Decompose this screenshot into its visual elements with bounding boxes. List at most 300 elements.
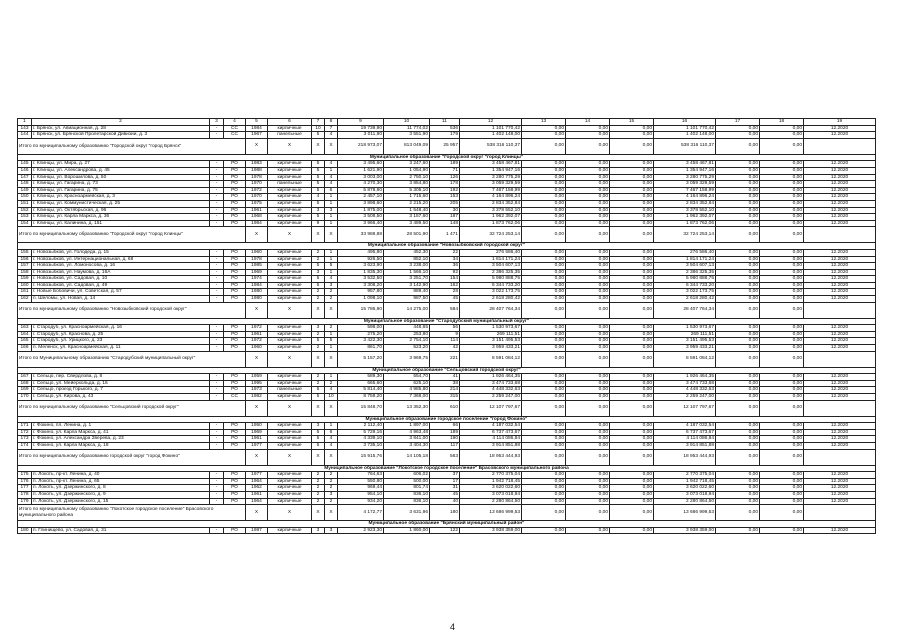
table-cell: 1984 [246,220,268,227]
table-row [18,345,876,352]
table-cell: 0,00 [716,429,760,436]
table-cell: 3 073 018,94 [460,491,522,498]
table-cell: 1980 [246,289,268,296]
table-cell: 0,00 [522,125,566,132]
table-cell: 167 [18,374,32,381]
table-row [18,276,876,283]
table-cell: 22 [430,249,460,256]
table-cell: 0,00 [716,351,760,367]
table-cell: 0,00 [610,167,654,174]
table-cell: 1 [325,423,338,430]
table-cell: - [210,380,224,387]
table-cell: 0,00 [522,436,566,443]
table-cell: 12.2020 [804,174,876,181]
table-cell: 4 339,10 [338,436,384,443]
table-cell: 37 [430,472,460,479]
table-cell: 0,00 [760,282,804,289]
table-cell: г. Клинцы, ул. Коммунистическая, д. 25 [32,200,210,207]
table-cell: 1 [325,269,338,276]
table-cell: 2 [312,296,325,303]
table-cell: 5 814,40 [338,387,384,394]
table-cell: 9 [430,331,460,338]
table-cell: панельные [268,132,312,139]
table-cell: 5 [312,282,325,289]
table-cell: X [268,449,312,465]
table-row [18,187,876,194]
table-cell: - [210,394,224,401]
table-cell: РО [224,498,246,505]
table-cell: 1972 [246,338,268,345]
table-cell: 38 [430,380,460,387]
table-cell: X [312,227,325,243]
table-cell: 172 [18,429,32,436]
table-cell: 0,00 [610,491,654,498]
table-cell: кирпичные [268,167,312,174]
table-cell: - [210,491,224,498]
table-cell: 153 [430,194,460,201]
table-cell: 0,00 [760,276,804,283]
table-cell: кирпичные [268,491,312,498]
total-row [18,449,876,465]
table-cell: 1 926 464,35 [460,374,522,381]
table-cell: - [210,429,224,436]
table-cell: 0,00 [566,125,610,132]
table-cell: 3 280 775,29 [654,174,716,181]
table-cell: 1973 [246,387,268,394]
table-cell: 126 [430,174,460,181]
table-cell: 9 [312,220,325,227]
table-cell: 2 [312,256,325,263]
table-cell: 0,00 [760,167,804,174]
table-cell: 3 959 433,21 [654,345,716,352]
table-cell: 12.2020 [804,269,876,276]
table-cell: 954,10 [338,491,384,498]
table-cell: 0,00 [760,472,804,479]
table-cell: 0,00 [522,394,566,401]
table-cell: - [210,207,224,214]
table-cell: 0,00 [566,256,610,263]
table-cell: 0,00 [716,527,760,534]
table-cell: - [210,276,224,283]
table-cell: 269 111,51 [460,331,522,338]
table-cell: 1982 [246,394,268,401]
table-cell: 66 [430,423,460,430]
table-cell: 153 [18,214,32,221]
table-cell: 3 059 329,59 [654,181,716,188]
table-cell: 0,00 [716,505,760,521]
table-cell: 4 963,48 [384,429,430,436]
table-cell: 144 [18,132,32,139]
table-row [18,296,876,303]
table-cell: 14 105,18 [384,449,430,465]
table-cell: 0,00 [566,527,610,534]
table-cell: 6 344 733,20 [654,282,716,289]
column-number: 16 [654,119,716,126]
table-cell: 0,00 [522,187,566,194]
table-cell: 178 [18,491,32,498]
column-number: 2 [32,119,210,126]
table-cell: 0,00 [566,214,610,221]
table-cell: 3 841,00 [384,436,430,443]
table-cell: 0,00 [760,256,804,263]
table-cell: 5 [312,132,325,139]
table-cell: 0,00 [610,296,654,303]
table-cell: 3 059 329,59 [460,181,522,188]
table-cell: 189 [430,429,460,436]
table-cell: - [210,194,224,201]
table-cell: 1977 [246,442,268,449]
table-cell: 0,00 [610,214,654,221]
table-cell: 2 386 325,35 [460,269,522,276]
table-cell: кирпичные [268,436,312,443]
section-title: Муниципальное образование "Городской округ "город Клинцы" [18,154,876,161]
table-cell: г. Клинцы, ул. Гагарина, д. 73 [32,181,210,188]
table-cell: 0,00 [566,374,610,381]
table-cell: - [210,220,224,227]
table-cell: 1962 [246,485,268,492]
table-cell: 3 247,60 [384,161,430,168]
table-cell: 1 [325,194,338,201]
table-cell: 12.2020 [804,220,876,227]
table-cell: 253,80 [384,331,430,338]
table-cell: 0,00 [522,302,566,318]
table-cell: 1970 [246,194,268,201]
table-cell: 4 448 332,63 [460,387,522,394]
table-cell: 8 591 084,12 [460,351,522,367]
table-cell [804,227,876,243]
table-cell: 0,00 [522,263,566,270]
table-cell: 3 [325,527,338,534]
table-cell: 3 508,50 [338,214,384,221]
table-cell: 192 [430,187,460,194]
table-cell: 15 786,90 [338,302,384,318]
table-cell: 1 [325,167,338,174]
column-number: 3 [210,119,224,126]
table-cell: 0,00 [760,220,804,227]
table-cell: 0,00 [566,296,610,303]
table-cell: 15 848,70 [338,400,384,416]
table-cell: 0,00 [610,505,654,521]
table-cell: 0,00 [760,132,804,139]
table-cell: РО [224,282,246,289]
table-cell: 3 151 495,53 [654,338,716,345]
table-cell: 2 [312,331,325,338]
table-cell: 0,00 [760,387,804,394]
table-cell: 11 774,02 [384,125,430,132]
table-cell: 12.2020 [804,436,876,443]
table-cell: 4 270,30 [338,181,384,188]
table-cell: 2 618 280,42 [460,296,522,303]
table-row [18,174,876,181]
table-cell: 5 [312,167,325,174]
table-cell: 4 [325,161,338,168]
table-cell: 152 [18,207,32,214]
table-cell: X [246,449,268,465]
table-cell: 0,00 [566,269,610,276]
table-cell: 0,00 [760,498,804,505]
table-cell: г. Стародуб, ул. Красноармейская, д. 16 [32,325,210,332]
table-cell: 2 [312,472,325,479]
table-cell: X [268,400,312,416]
table-cell: 1 471 [430,227,460,243]
table-cell: 148 [18,181,32,188]
column-number: 5 [246,119,268,126]
table-cell: 3 280 775,29 [460,174,522,181]
table-cell: 218 973,07 [338,138,384,154]
table-cell: 606,02 [384,472,430,479]
table-cell: 161 [18,289,32,296]
table-cell: 2 [325,380,338,387]
table-cell: 2 [312,289,325,296]
table-cell: 0,00 [522,227,566,243]
table-cell: 12.2020 [804,276,876,283]
table-cell: кирпичные [268,207,312,214]
table-cell: 550,80 [338,478,384,485]
table-cell: 1961 [246,491,268,498]
table-cell: 0,00 [760,269,804,276]
table-cell: 1 897,00 [384,423,430,430]
table-cell: 179 [18,498,32,505]
table-cell: 0,00 [566,132,610,139]
table-cell: РО [224,338,246,345]
table-cell: 0,00 [610,227,654,243]
table-row [18,207,876,214]
table-cell: кирпичные [268,249,312,256]
table-cell: 0,00 [610,269,654,276]
table-cell: 5 729,16 [338,429,384,436]
total-row [18,302,876,318]
table-cell: 214 [430,387,460,394]
table-cell: - [210,345,224,352]
total-label: Итого по муниципальному образованию "Городской округ "город Брянск" [18,138,246,154]
table-cell: X [312,505,325,521]
table-cell: 0,00 [610,478,654,485]
table-cell: 3 532,50 [338,276,384,283]
table-cell: РО [224,345,246,352]
table-cell: кирпичные [268,485,312,492]
table-cell: 0,00 [760,485,804,492]
table-cell: 0,00 [610,394,654,401]
table-cell: 0,00 [610,442,654,449]
table-cell: 3 623,90 [338,263,384,270]
table-cell: 0,00 [716,289,760,296]
table-cell: 166 [18,345,32,352]
table-cell: 0,00 [522,325,566,332]
table-cell: 5 [312,181,325,188]
table-cell: 1 873 762,06 [654,220,716,227]
table-cell: 625,10 [384,380,430,387]
table-cell: 2 [325,325,338,332]
table-cell: 0,00 [610,302,654,318]
table-cell: X [312,449,325,465]
table-cell: 0,00 [610,380,654,387]
table-cell: 4 114 086,84 [654,436,716,443]
table-cell: 114 [430,338,460,345]
table-cell: X [246,400,268,416]
table-cell: - [210,214,224,221]
table-cell: 1 530 973,67 [654,325,716,332]
table-cell: СС [224,125,246,132]
table-cell: 0,00 [760,394,804,401]
section-row [18,465,876,472]
table-cell: СС [224,394,246,401]
table-cell: 0,00 [566,263,610,270]
table-cell: РО [224,289,246,296]
table-row [18,161,876,168]
column-number: 13 [522,119,566,126]
table-cell: 1970 [246,181,268,188]
table-row [18,394,876,401]
table-cell: 157 [18,263,32,270]
table-cell: 174 [18,442,32,449]
table-cell: 28 407 764,34 [460,302,522,318]
table-cell: - [210,436,224,443]
table-cell: 0,00 [566,289,610,296]
table-cell: 3 620 022,60 [654,485,716,492]
table-cell: 0,00 [566,442,610,449]
section-title: Муниципальное образование "Брянский муниципальный район" [18,521,876,528]
table-cell: кирпичные [268,345,312,352]
column-number: 17 [716,119,760,126]
table-cell: 764,63 [338,472,384,479]
table-cell: 0,00 [566,505,610,521]
table-cell: 0,00 [566,351,610,367]
table-cell: 813 049,09 [384,138,430,154]
table-cell: г. Брянск, ул. Авиационная, д. 28 [32,125,210,132]
table-cell: 0,00 [522,505,566,521]
table-cell: РО [224,478,246,485]
table-cell: 0,00 [760,207,804,214]
table-cell: 151 [18,200,32,207]
table-cell: 0,00 [760,374,804,381]
table-cell: 5 [312,200,325,207]
table-cell: 0,00 [566,194,610,201]
table-cell: 969,44 [338,485,384,492]
table-cell: 1 [325,374,338,381]
table-cell: 0,00 [566,181,610,188]
table-cell: 0,00 [522,351,566,367]
table-cell: 1964 [246,498,268,505]
table-cell: 7 [325,125,338,132]
section-row [18,367,876,374]
table-cell: кирпичные [268,429,312,436]
table-row [18,289,876,296]
table-cell: 3 495,60 [338,161,384,168]
table-cell: 0,00 [716,331,760,338]
table-cell: - [210,289,224,296]
table-cell: 8 759,20 [338,394,384,401]
table-cell: 4 [325,442,338,449]
table-cell: 665,60 [338,380,384,387]
table-cell: 0,00 [760,181,804,188]
table-cell: 14 275,00 [384,302,430,318]
table-cell: 0,00 [760,174,804,181]
table-cell: 1 054,90 [384,167,430,174]
table-row [18,387,876,394]
section-title: Муниципальное образование "Локотское городское поселение" Брасовского муниципального района [18,465,876,472]
table-cell: 189 [430,161,460,168]
table-cell: 3 [312,423,325,430]
table-cell: 1 [325,331,338,338]
table-cell: 190 [430,436,460,443]
column-number: 18 [760,119,804,126]
table-cell: 0,00 [716,325,760,332]
table-cell: 0,00 [760,345,804,352]
table-cell: 2 [325,472,338,479]
table-cell: 2 770 375,04 [654,472,716,479]
table-cell: 0,00 [610,138,654,154]
table-cell: 0,00 [610,498,654,505]
table-cell [804,400,876,416]
table-cell: 269 111,51 [654,331,716,338]
table-cell: 0,00 [610,325,654,332]
table-cell: 169 [18,387,32,394]
table-cell: 0,00 [522,181,566,188]
table-cell: 275,20 [338,331,384,338]
table-cell: - [210,498,224,505]
table-cell: п. Локоть, пр-кт. Ленина, д. 65 [32,478,210,485]
table-cell: кирпичные [268,256,312,263]
table-cell: 7 368,00 [384,394,430,401]
table-cell: 1 402 148,00 [460,132,522,139]
table-cell: X [268,302,312,318]
table-cell: 1 101 770,42 [654,125,716,132]
table-cell: 5 [325,263,338,270]
table-cell: 1978 [246,256,268,263]
table-row [18,380,876,387]
table-cell: - [210,387,224,394]
table-cell: кирпичные [268,174,312,181]
table-cell: X [268,505,312,521]
table-cell: 1950 [246,423,268,430]
table-cell: 1972 [246,187,268,194]
table-cell: 0,00 [760,187,804,194]
table-cell: 180 [18,527,32,534]
table-cell: 452,30 [384,249,430,256]
table-cell: РО [224,249,246,256]
table-cell: 0,00 [760,200,804,207]
table-cell: 148 [430,220,460,227]
table-cell: 3 504 607,13 [460,263,522,270]
table-cell: 177 [18,485,32,492]
table-row [18,282,876,289]
column-number: 6 [268,119,312,126]
table-cell: - [210,167,224,174]
table-cell: 0,00 [760,423,804,430]
table-cell: 163 [18,325,32,332]
table-cell: СС [224,132,246,139]
table-cell: 3 474 733,68 [654,380,716,387]
table-row [18,181,876,188]
table-cell: 0,00 [610,338,654,345]
table-cell: 0,00 [760,449,804,465]
table-cell: 0,00 [716,263,760,270]
table-cell: 5 [312,436,325,443]
table-cell: 0,00 [522,485,566,492]
table-cell: 3 [312,269,325,276]
table-row [18,220,876,227]
table-cell: 7 467 158,99 [460,187,522,194]
table-cell: г. Новозыбков, ул. Садовая, д. 49 [32,282,210,289]
table-cell: 3 073 018,94 [654,491,716,498]
section-title: Муниципальное образование "Новозыбковский городской округ" [18,243,876,250]
table-cell: 0,00 [716,282,760,289]
table-cell: 12.2020 [804,338,876,345]
table-cell: 0,00 [566,338,610,345]
table-row [18,331,876,338]
table-cell: 0,00 [760,214,804,221]
table-cell: 0,00 [716,491,760,498]
